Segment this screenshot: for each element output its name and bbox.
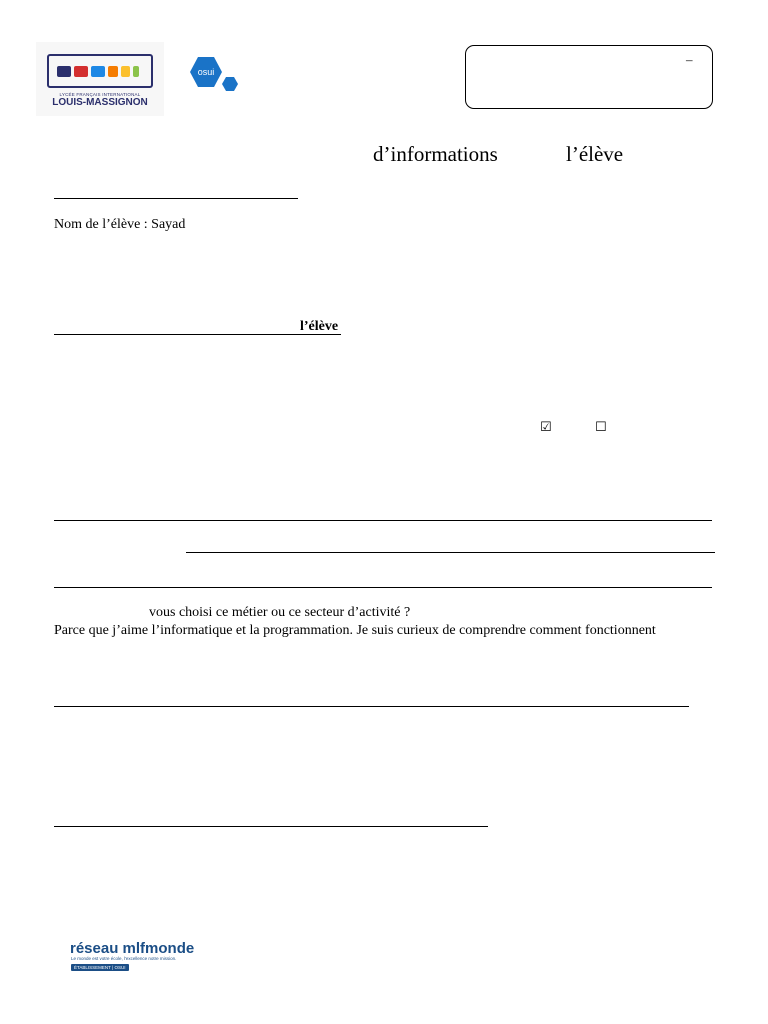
answer-rule-1	[54, 520, 712, 521]
logo-block-2	[74, 66, 88, 77]
answer-rule-3	[54, 587, 712, 588]
logo-color-blocks	[57, 66, 139, 77]
section-heading: l’élève	[300, 319, 339, 334]
section-rule-2	[54, 334, 341, 335]
answer-rule-2	[186, 552, 715, 553]
title-part2: l’élève	[566, 142, 624, 166]
question-answer: Parce que j’aime l’informatique et la programmation. Je suis curieux de comprendre comment fonctionnent	[54, 623, 656, 638]
logo-block-6	[133, 66, 139, 77]
mlf-tagline: Le monde est votre école, l'excellence notre mission.	[71, 956, 177, 961]
logo-line1: LYCÉE FRANÇAIS INTERNATIONAL	[59, 92, 141, 97]
checkbox-checked[interactable]: ☑	[540, 420, 552, 435]
logo-block-4	[108, 66, 118, 77]
info-box-mark: –	[686, 52, 693, 67]
logo-line2: LOUIS-MASSIGNON	[52, 97, 148, 108]
mlf-badge: ÉTABLISSEMENT | OSUI	[71, 964, 129, 971]
section-rule-4	[54, 826, 488, 827]
checkbox-unchecked[interactable]: ☐	[595, 420, 607, 435]
reseau-mlfmonde-logo	[70, 940, 195, 976]
student-name: Nom de l’élève : Sayad	[54, 217, 186, 232]
osui-logo-text: osui	[197, 67, 215, 77]
logo-block-3	[91, 66, 105, 77]
question-prompt: vous choisi ce métier ou ce secteur d’activité ?	[149, 605, 411, 620]
osui-hex-small	[222, 77, 238, 91]
section-rule-3	[54, 706, 689, 707]
logo-block-5	[121, 66, 130, 77]
logo-block-1	[57, 66, 71, 77]
mlf-wordmark: réseau mlfmonde	[70, 940, 195, 957]
section-rule-1	[54, 198, 298, 199]
osui-logo	[188, 55, 244, 95]
info-box	[465, 45, 713, 109]
title-part1: d’informations	[373, 142, 498, 166]
school-logo	[36, 42, 164, 116]
